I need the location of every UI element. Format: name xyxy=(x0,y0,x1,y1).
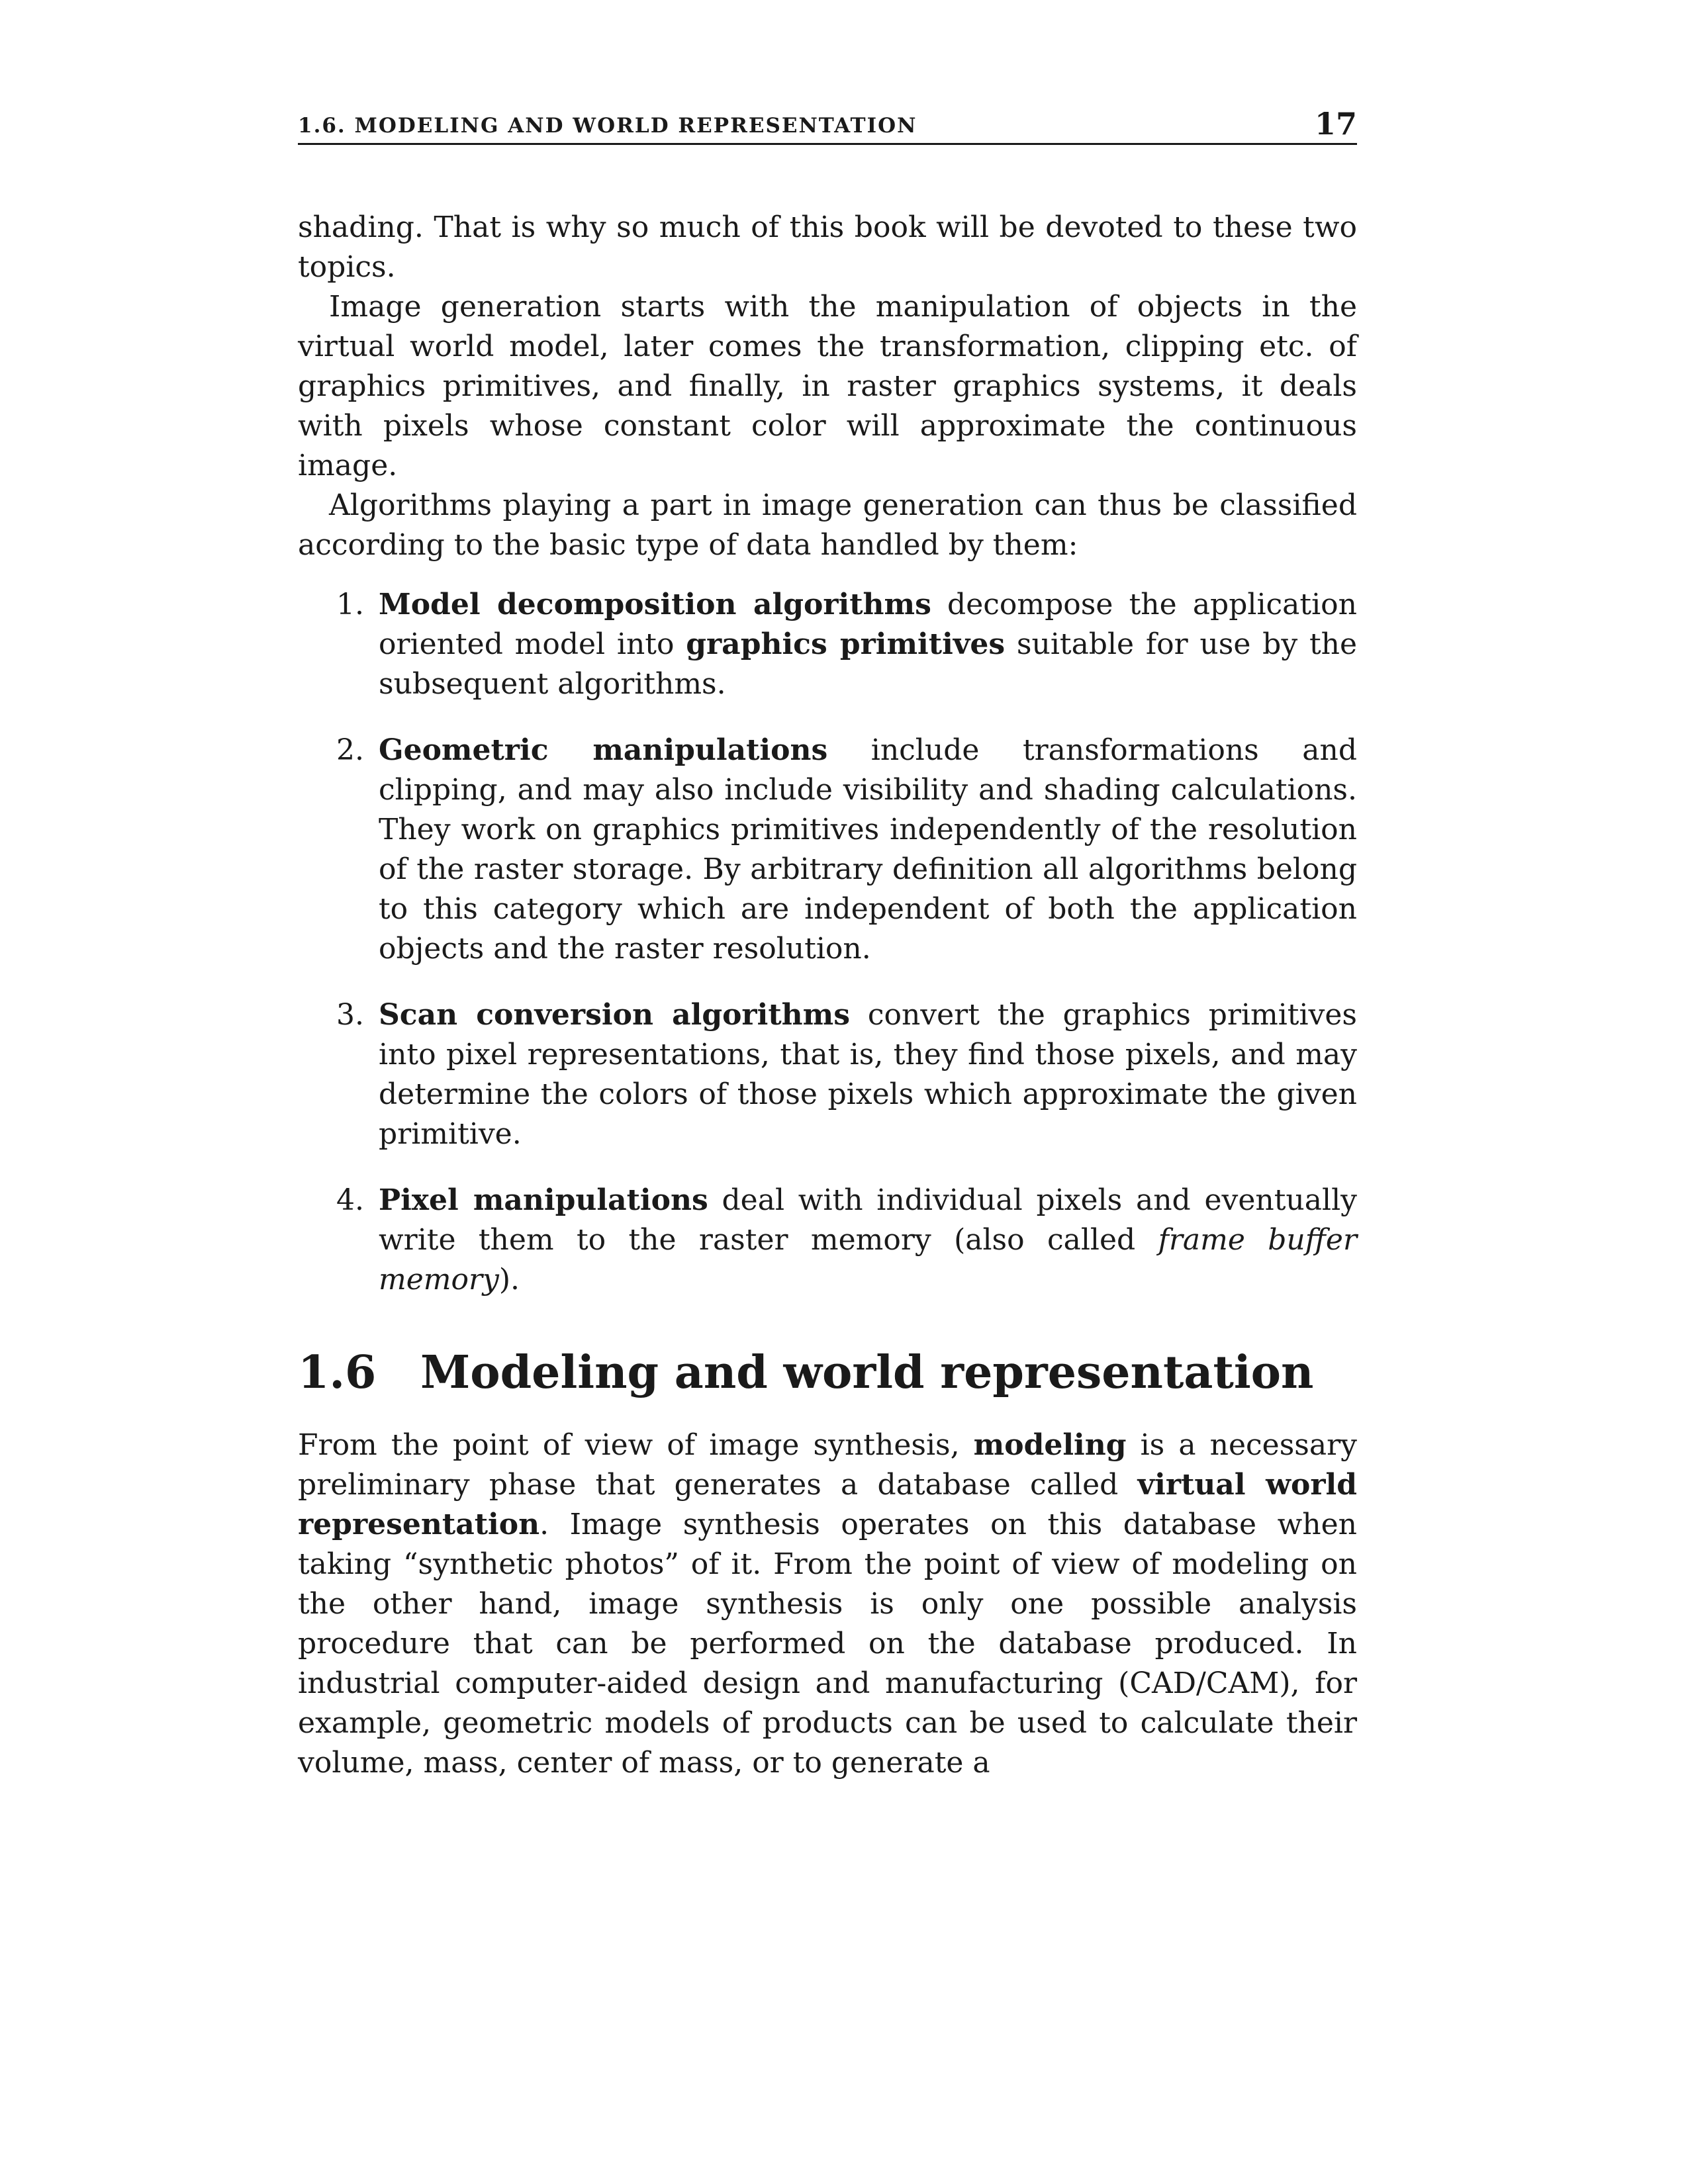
book-page xyxy=(298,99,1357,1783)
list-term-secondary: graphics primitives xyxy=(686,627,1006,661)
section-number: 1.6 xyxy=(298,1346,377,1399)
section-title: Modeling and world representation xyxy=(420,1346,1314,1399)
list-text: suitable for use by the subsequent algorithms. xyxy=(379,627,1357,701)
running-head xyxy=(298,99,1357,145)
paragraph-text: . Image synthesis operates on this database when taking “synthetic photos” of it. From the point of view of modeling on the other hand, image synthesis is only one possible analysis procedure that can be performed on the database produced. In industrial computer-aided design and manufacturing (CAD/CAM), for example, geometric models of products can be used to calculate their volume, mass, center of mass, or to generate a xyxy=(298,1508,1357,1780)
list-number: 2. xyxy=(336,733,364,767)
list-text: deal with individual pixels and eventually write them to the raster memory (also called xyxy=(379,1183,1358,1257)
list-number: 1. xyxy=(336,588,364,621)
list-text: ). xyxy=(498,1263,520,1297)
paragraph-text: is a necessary preliminary phase that generates a database called xyxy=(298,1428,1357,1502)
section-heading xyxy=(298,1346,1357,1399)
bold-term-virtual-world: virtual world representation xyxy=(298,1468,1357,1541)
algorithm-list xyxy=(298,585,1357,1300)
list-item-text xyxy=(379,1181,1357,1300)
bold-term-modeling: modeling xyxy=(973,1428,1127,1462)
list-term: Pixel manipulations xyxy=(379,1183,708,1217)
list-term: Scan conversion algorithms xyxy=(379,998,850,1032)
running-head-title: 1.6. MODELING AND WORLD REPRESENTATION xyxy=(298,114,917,138)
paragraph-modeling xyxy=(298,1426,1357,1783)
list-term: Geometric manipulations xyxy=(379,733,828,767)
paragraph-algorithms-classified: Algorithms playing a part in image generation can thus be classified according to the basic type of data handled by them: xyxy=(298,488,1357,562)
list-item xyxy=(298,995,1357,1154)
list-item-text xyxy=(379,585,1357,704)
paragraph-image-generation: Image generation starts with the manipulation of objects in the virtual world model, later comes the transformation, clipping etc. of graphics primitives, and finally, in raster graphics systems, it deals with pixels whose constant color will approximate the continuous image. xyxy=(298,290,1357,482)
paragraph-text: From the point of view of image synthesis, xyxy=(298,1428,974,1462)
list-text: include transformations and clipping, and may also include visibility and shading calculations. They work on graphics primitives independently of the resolution of the raster storage. By arbitrary definition all algorithms belong to this category which are independent of both the application objects and the raster resolution. xyxy=(379,733,1357,966)
list-item-text xyxy=(379,731,1357,969)
list-item xyxy=(298,1181,1357,1300)
list-number: 4. xyxy=(336,1183,364,1217)
page-number: 17 xyxy=(1314,106,1357,142)
list-item-text xyxy=(379,995,1357,1154)
list-text: convert the graphics primitives into pixel representations, that is, they find those pixels, and may determine the colors of those pixels which approximate the given primitive. xyxy=(379,998,1357,1151)
paragraph-shading: shading. That is why so much of this book will be devoted to these two topics. xyxy=(298,210,1357,284)
list-term: Model decomposition algorithms xyxy=(379,588,931,621)
list-text: decompose the application oriented model into xyxy=(379,588,1357,661)
list-item xyxy=(298,585,1357,704)
list-item xyxy=(298,731,1357,969)
list-italic-term: frame buffer memory xyxy=(379,1223,1357,1297)
list-number: 3. xyxy=(336,998,364,1032)
